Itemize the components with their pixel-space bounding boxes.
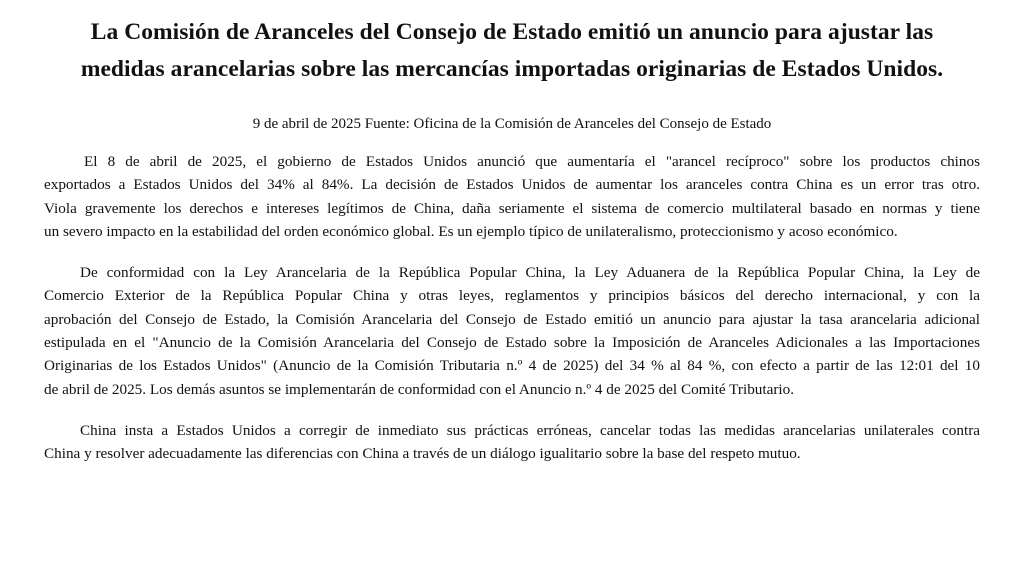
paragraph [44, 150, 980, 243]
article-meta: 9 de abril de 2025 Fuente: Oficina de la Comisión de Aranceles del Consejo de Estado [252, 116, 772, 132]
paragraph-line: un severo impacto en la estabilidad del orden económico global. Es un ejemplo típico de unilateralismo, proteccionismo y acoso económico. [44, 222, 898, 240]
title-line: La Comisión de Aranceles del Consejo de Estado emitió un anuncio para ajustar las [90, 19, 934, 45]
article-title [44, 14, 980, 88]
paragraph-line: de abril de 2025. Los demás asuntos se implementarán de conformidad con el Anuncio n.º 4 de 2025 del Comité Tributario. [44, 380, 795, 398]
paragraph-line: De conformidad con la Ley Arancelaria de la República Popular China, la Ley Aduanera de la República Popular China, la Ley de [80, 264, 980, 282]
paragraph-line: exportados a Estados Unidos del 34% al 84%. La decisión de Estados Unidos de aumentar los aranceles contra China es un error tras otro. [44, 176, 980, 194]
paragraph-line: Viola gravemente los derechos e intereses legítimos de China, daña seriamente el sistema de comercio multilateral basado en normas y tiene [44, 199, 980, 217]
paragraph-line: China insta a Estados Unidos a corregir de inmediato sus prácticas erróneas, cancelar todas las medidas arancelarias unilaterales contra [80, 421, 980, 439]
paragraph-line: El 8 de abril de 2025, el gobierno de Estados Unidos anunció que aumentaría el "arancel recíproco" sobre los productos chinos [84, 153, 980, 170]
paragraph-line: Originarias de los Estados Unidos" (Anuncio de la Comisión Tributaria n.º 4 de 2025) del 34 % al 84 %, con efecto a partir de las 12:01 del 10 [44, 357, 980, 375]
paragraph-line: Comercio Exterior de la República Popular China y otras leyes, reglamentos y principios básicos del derecho internacional, y con la [44, 287, 980, 305]
title-line: medidas arancelarias sobre las mercancías importadas originarias de Estados Unidos. [80, 56, 944, 82]
paragraph-line: estipulada en el "Anuncio de la Comisión Arancelaria del Consejo de Estado sobre la Imposición de Aranceles Adicionales a las Importaciones [44, 334, 980, 352]
paragraph [44, 261, 980, 401]
paragraph-line: aprobación del Consejo de Estado, la Comisión Arancelaria del Consejo de Estado emitió un anuncio para ajustar la tasa arancelaria adicional [44, 310, 980, 328]
article-body [44, 150, 980, 466]
paragraph-line: China y resolver adecuadamente las diferencias con China a través de un diálogo igualitario sobre la base del respeto mutuo. [44, 445, 801, 463]
paragraph [44, 419, 980, 466]
